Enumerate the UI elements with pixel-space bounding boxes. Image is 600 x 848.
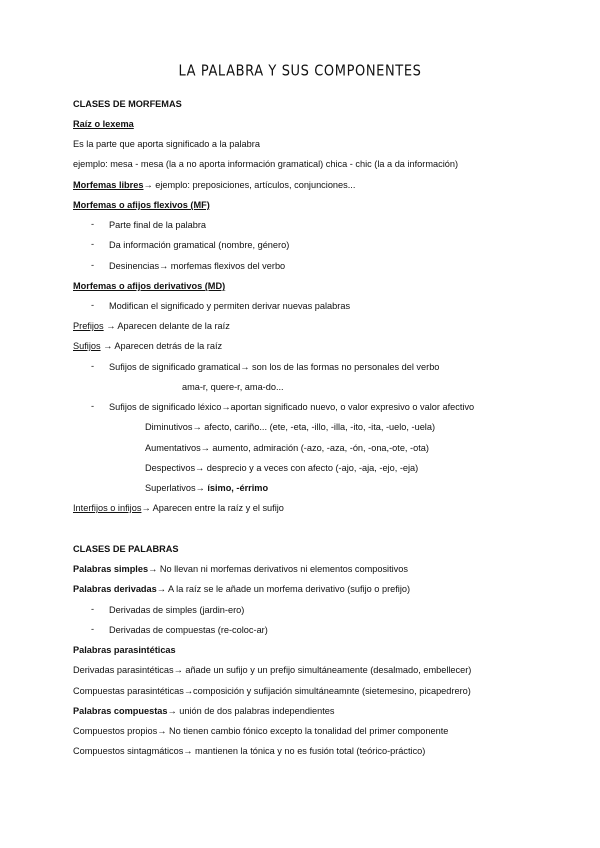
compuestos-sintagmaticos: Compuestos sintagmáticos→ mantienen la tónica y no es fusión total (teórico-práctico) xyxy=(73,746,426,756)
superlativos-suffixes: ísimo, -érrimo xyxy=(207,483,269,493)
raiz-definition: Es la parte que aporta significado a la palabra xyxy=(73,139,260,149)
libres-text: → ejemplo: preposiciones, artículos, conjunciones... xyxy=(143,180,356,190)
interfijos-line xyxy=(73,502,284,514)
interfijos-heading: Interfijos o infijos xyxy=(73,503,142,513)
parasinteticas-heading: Palabras parasintéticas xyxy=(73,645,176,655)
sufijos-heading: Sufijos xyxy=(73,341,101,351)
derivadas-text: → A la raíz se le añade un morfema derivativo (sufijo o prefijo) xyxy=(156,584,411,594)
section-heading-morfemas: CLASES DE MORFEMAS xyxy=(73,99,182,109)
bullet-dash: - xyxy=(91,260,95,270)
compuestas-parasinteticas: Compuestas parasintéticas→composición y sufijación simultáneamnte (sietemesino, picapedrero) xyxy=(73,686,471,696)
section-heading-palabras: CLASES DE PALABRAS xyxy=(73,544,179,554)
prefijos-heading: Prefijos xyxy=(73,321,104,331)
derivativos-item: Modifican el significado y permiten derivar nuevas palabras xyxy=(109,301,351,311)
page-title: LA PALABRA Y SUS COMPONENTES xyxy=(178,62,422,81)
compuestos-propios: Compuestos propios→ No tienen cambio fónico excepto la tonalidad del primer componente xyxy=(73,726,449,736)
libres-line xyxy=(73,179,355,191)
superlativos-label: Superlativos→ xyxy=(145,483,208,493)
prefijos-text: → Aparecen delante de la raíz xyxy=(103,321,230,331)
flexivos-item: Parte final de la palabra xyxy=(109,220,207,230)
sufijos-text: → Aparecen detrás de la raíz xyxy=(100,341,223,351)
sufijos-gramatical: Sufijos de significado gramatical→ son los de las formas no personales del verbo xyxy=(109,362,440,372)
flexivos-item: Da información gramatical (nombre, género) xyxy=(109,240,290,250)
despectivos-line: Despectivos→ desprecio y a veces con afecto (-ajo, -aja, -ejo, -eja) xyxy=(145,463,419,473)
aumentativos-line: Aumentativos→ aumento, admiración (-azo, -aza, -ón, -ona,-ote, -ota) xyxy=(145,443,429,453)
flexivos-heading: Morfemas o afijos flexivos (MF) xyxy=(73,200,210,210)
prefijos-line xyxy=(73,320,230,332)
superlativos-line xyxy=(145,482,268,494)
libres-heading: Morfemas libres xyxy=(73,180,144,190)
compuestas-line xyxy=(73,705,335,717)
sufijos-gramatical-ejemplo: ama-r, quere-r, ama-do... xyxy=(182,382,284,392)
bullet-dash: - xyxy=(91,219,95,229)
compuestas-heading: Palabras compuestas xyxy=(73,706,168,716)
bullet-dash: - xyxy=(91,401,95,411)
compuestas-text: → unión de dos palabras independientes xyxy=(167,706,335,716)
derivadas-line xyxy=(73,583,410,595)
flexivos-item: Desinencias→ morfemas flexivos del verbo xyxy=(109,261,286,271)
derivativos-heading: Morfemas o afijos derivativos (MD) xyxy=(73,281,226,291)
simples-heading: Palabras simples xyxy=(73,564,149,574)
ejemplo-line: ejemplo: mesa - mesa (la a no aporta información gramatical) chica - chic (la a da información) xyxy=(73,159,459,169)
derivadas-heading: Palabras derivadas xyxy=(73,584,157,594)
bullet-dash: - xyxy=(91,624,95,634)
bullet-dash: - xyxy=(91,361,95,371)
bullet-dash: - xyxy=(91,300,95,310)
derivadas-item: Derivadas de simples (jardin-ero) xyxy=(109,605,245,615)
sufijos-line xyxy=(73,340,222,352)
interfijos-text: → Aparecen entre la raíz y el sufijo xyxy=(141,503,284,513)
simples-text: → No llevan ni morfemas derivativos ni elementos compositivos xyxy=(148,564,408,574)
derivadas-parasinteticas: Derivadas parasintéticas→ añade un sufijo y un prefijo simultáneamente (desalmado, embellecer) xyxy=(73,665,472,675)
simples-line xyxy=(73,563,408,575)
bullet-dash: - xyxy=(91,239,95,249)
diminutivos-line: Diminutivos→ afecto, cariño... (ete, -eta, -illo, -illa, -ito, -ita, -uelo, -uela) xyxy=(145,422,436,432)
bullet-dash: - xyxy=(91,604,95,614)
sufijos-lexico: Sufijos de significado léxico→aportan significado nuevo, o valor expresivo o valor afectivo xyxy=(109,402,475,412)
derivadas-item: Derivadas de compuestas (re-coloc-ar) xyxy=(109,625,268,635)
raiz-heading: Raíz o lexema xyxy=(73,119,134,129)
